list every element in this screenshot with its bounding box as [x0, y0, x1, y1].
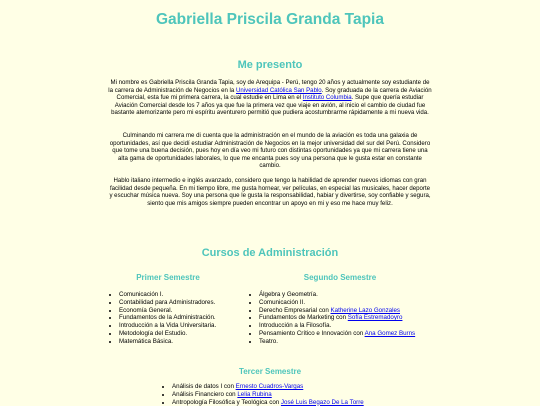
- list-item: • Comunicación I.: [119, 291, 269, 299]
- course-text: Análisis de datos I con: [172, 383, 236, 390]
- course-text: Antropología Filosófica y Teológica con: [172, 398, 281, 406]
- professor-link[interactable]: Ana Gomez Burns: [364, 329, 416, 337]
- instituto-link[interactable]: Instituto Columbia: [302, 94, 352, 102]
- list-item: • Introducción a la Vida Universitaria.: [119, 322, 269, 330]
- segundo-semestre-list: [250, 291, 459, 346]
- primer-semestre-list: [110, 291, 269, 346]
- intro-paragraph-2: Culminando mi carrera me di cuenta que la administración en el mundo de la aviación es toda una galaxia de oportunidades, así que decidí estudiar Administración de Negocios en la mejor universidad del sur del Perú. Considero que tome una buena decisión, pues hoy en día veo mi futuro con distintas oportunidades ya que mi carrera tiene una alta gama de oportunidades laborales, lo que me encanta pues soy una persona que le gusta estar en constante cambio.: [109, 132, 431, 170]
- list-item: [172, 383, 412, 391]
- professor-link[interactable]: Sofía Estremadoyro: [347, 314, 403, 322]
- list-item: • Fundamentos de la Administración.: [119, 314, 269, 322]
- list-item: [259, 330, 459, 338]
- segundo-semestre-heading: Segundo Semestre: [303, 273, 377, 282]
- professor-link[interactable]: Katherine Lazo Gonzales: [330, 306, 401, 314]
- me-presento-heading: Me presento: [237, 59, 303, 71]
- intro-paragraph-3: Hablo italiano intermedio e inglés avanzado, considero que tengo la habilidad de aprender nuevos idiomas con gran facilidad desde pequeña. En mi tiempo libre, me gusta hornear, ver películas, en especial las musicales, hacer deporte y escuchar música nueva. Soy una persona que le gusta la responsabilidad, habiar y divertirse, soy confiable y segura, siento que mis amigos siempre pueden encontrar un apoyo en mi y eso me hace muy feliz.: [109, 177, 431, 207]
- list-item: • Economía General.: [119, 307, 269, 315]
- primer-semestre-heading: Primer Semestre: [136, 273, 200, 282]
- professor-link[interactable]: José Luis Begazo De La Torre: [280, 398, 364, 406]
- professor-link[interactable]: Ernesto Cuadros-Vargas: [235, 383, 304, 390]
- universidad-link[interactable]: Universidad Católica San Pablo: [236, 86, 322, 94]
- page-title: Gabriella Priscila Granda Tapia: [155, 11, 384, 28]
- p1-text-1: Mi nombre es Gabriella Priscila Granda Tapia, soy de Arequipa - Perú, tengo 20 años y actualmente soy estudiante de la carrera de Administración de Negocios en la: [108, 79, 430, 94]
- p1-text-3: . Supe que quería estudiar Aviación Comercial desde los 7 años ya que fue la primera vez que viaje en avión, al inicio el cambio de ciudad fue bastante atemorizante pero mi espíritu aventurero permitió que pudiera acostumbrarme rápidamente a mi nueva vida.: [111, 94, 429, 117]
- course-text: Análisis Financiero con: [172, 390, 238, 398]
- course-text: Introducción a la Filosofía.: [259, 322, 332, 330]
- list-item: • Contabilidad para Administradores.: [119, 299, 269, 307]
- list-item: [259, 322, 459, 330]
- intro-paragraph-1: [108, 79, 432, 117]
- list-item: [259, 299, 459, 307]
- cursos-heading: Cursos de Administración: [201, 247, 339, 259]
- list-item: [172, 391, 412, 399]
- list-item: [259, 338, 459, 346]
- tercer-semestre-list: [163, 383, 412, 406]
- course-text: Fundamentos de Marketing con: [259, 314, 348, 322]
- list-item: • Matemática Básica.: [119, 338, 269, 346]
- list-item: [259, 307, 459, 315]
- professor-link[interactable]: Lelia Rubina: [237, 390, 272, 398]
- list-item: • Metodología del Estudio.: [119, 330, 269, 338]
- p1-text-2: . Soy graduada de la carrera de Aviación Comercial, esta fue mi primera carrera, la cual estudie en Lima en el: [116, 86, 432, 102]
- list-item: [259, 291, 459, 299]
- course-text: Álgebra y Geometría.: [259, 291, 318, 298]
- course-text: Teatro.: [259, 337, 278, 345]
- course-text: Derecho Empresarial con: [259, 306, 331, 314]
- course-text: Pensamiento Crítico e Innovación con: [259, 329, 365, 337]
- tercer-semestre-heading: Tercer Semestre: [238, 367, 302, 376]
- list-item: [259, 314, 459, 322]
- course-text: Comunicación II.: [259, 298, 306, 306]
